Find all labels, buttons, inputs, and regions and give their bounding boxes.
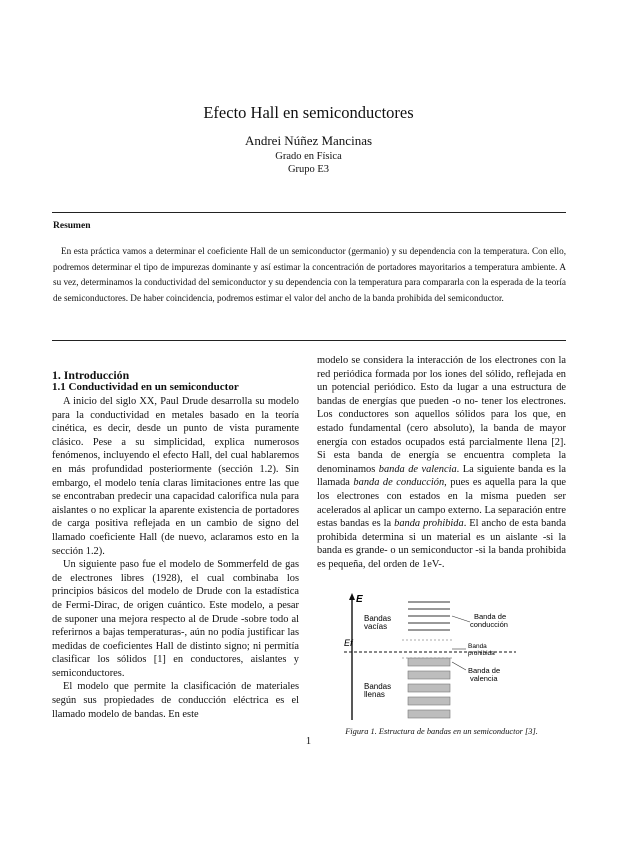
empty-bands-label: vacías: [364, 622, 388, 631]
page-number: 1: [305, 736, 312, 747]
term-conduction-band: banda de conducción: [353, 477, 445, 489]
paragraph: El modelo que permite la clasificación de materiales según sus propiedades de conducción eléctrica es el llamado modelo de bandas. En este: [52, 681, 299, 720]
valence-band-label: valencia: [470, 674, 498, 683]
energy-axis-arrow: [349, 593, 355, 600]
paragraph: [317, 354, 566, 572]
term-valence-band: banda de valencia: [378, 463, 457, 475]
term-band-gap: banda prohibida: [394, 518, 464, 530]
valence-pointer: [452, 662, 466, 670]
text-run: . La siguiente banda es la llamada: [317, 463, 566, 489]
subsection-heading: 1.1 Conductividad en un semiconductor: [52, 381, 239, 393]
conduction-band-label: Banda de: [474, 612, 507, 621]
filled-bands-label: Bandas: [364, 682, 392, 691]
fermi-level-label: Ef: [344, 638, 353, 648]
gap-label: Banda: [468, 643, 487, 650]
conduction-band-label: conducción: [470, 620, 508, 629]
filled-bands: [408, 658, 450, 718]
empty-bands-label: Bandas: [364, 614, 392, 623]
energy-axis-label: E: [356, 594, 363, 605]
right-column: [317, 354, 566, 572]
paragraph: Un siguiente paso fue el modelo de Sommerfeld de gas de electrones libres (1928), el cual combinaba los principios básicos del modelo de Drude con la estadística de Fermi-Dirac, de origen cuántico. Este modelo, a pesar de suponer una mejora respecto al de Drude -sobre todo al referirnos a bajas temperaturas-, aún no podía justificar las medidas de coeficientes Hall de distinto signo; ni permitía clasificar los sólidos [1] en conductores, aislantes y semiconductores.: [52, 559, 299, 679]
abstract-heading: Resumen: [53, 221, 91, 231]
paragraph: A inicio del siglo XX, Paul Drude desarrolla su modelo para la conductividad en metales basado en la teoría cinética, es decir, desde un punto de vista puramente clásico. Pese a su simplicidad, explica numerosos fenómenos, incluyendo el efecto Hall, del cual hablaremos en más profundidad posteriormente (sección 1.2). Sin embargo, el modelo tenía claras limitaciones entre las que se encontraban predecir una capacidad calorífica nula para aislantes o no explicar la aparente existencia de portadores de carga positiva reflejada en un cambio de signo del llamado coeficiente Hall (de nuevo, aclaramos esto en la sección 1.2).: [52, 396, 299, 557]
left-column: [52, 395, 299, 721]
group-line: Grupo E3: [287, 164, 330, 175]
text-run: modelo se considera la interacción de los electrones con la red periódica formada por los iones del sólido, reflejada en un potencial periódico. Esto da lugar a una estructura de bandas de energías que pueden -o no- tener los electrones. Los conductores son aquellos sólidos para los que, en estado fundamental (cero absoluto), la banda de mayor energía con estados ocupados está parcialmente llena [2]. Si esta banda de energía se encuentra completa la denominamos: [317, 355, 566, 475]
abstract-bottom-rule: [52, 340, 566, 341]
section-heading: 1. Introducción: [52, 368, 130, 382]
text-run: , pues es aquella para la que los electrones con estados en la misma pueden ser acelerados al aplicar un campo externo. La separación entre estas bandas es la: [317, 477, 566, 530]
gap-label: prohibida: [468, 650, 495, 657]
empty-bands: [408, 602, 450, 630]
abstract-top-rule: [52, 212, 566, 213]
figure-caption: Figura 1. Estructura de bandas en un semiconductor [3].: [345, 727, 538, 736]
text-run: . El ancho de esta banda prohibida determina si un material es un aislante -si la banda es grande- o un semiconductor -si la banda prohibida es pequeña, del orden de 1eV-.: [317, 518, 566, 570]
band-structure-figure: [340, 592, 520, 722]
degree-line: Grado en Física: [275, 151, 342, 162]
paper-title: Efecto Hall en semiconductores: [203, 103, 414, 122]
valence-band-label: Banda de: [468, 666, 501, 675]
conduction-pointer: [452, 616, 470, 622]
abstract-text: En esta práctica vamos a determinar el coeficiente Hall de un semiconductor (germanio) y su dependencia con la temperatura. Con ello, podremos determinar el tipo de impurezas dominante y así estimar la concentración de portadores mayoritarios a temperatura ambiente. A su vez, determinamos la conductividad del semiconductor y su dependencia con la temperatura para compararla con la esperada de la teoría de semiconductores. De haber coincidencia, podremos estimar el valor del ancho de la banda prohibida del semiconductor.: [53, 246, 567, 303]
author-name: Andrei Núñez Mancinas: [244, 133, 373, 148]
filled-bands-label: llenas: [364, 690, 385, 699]
